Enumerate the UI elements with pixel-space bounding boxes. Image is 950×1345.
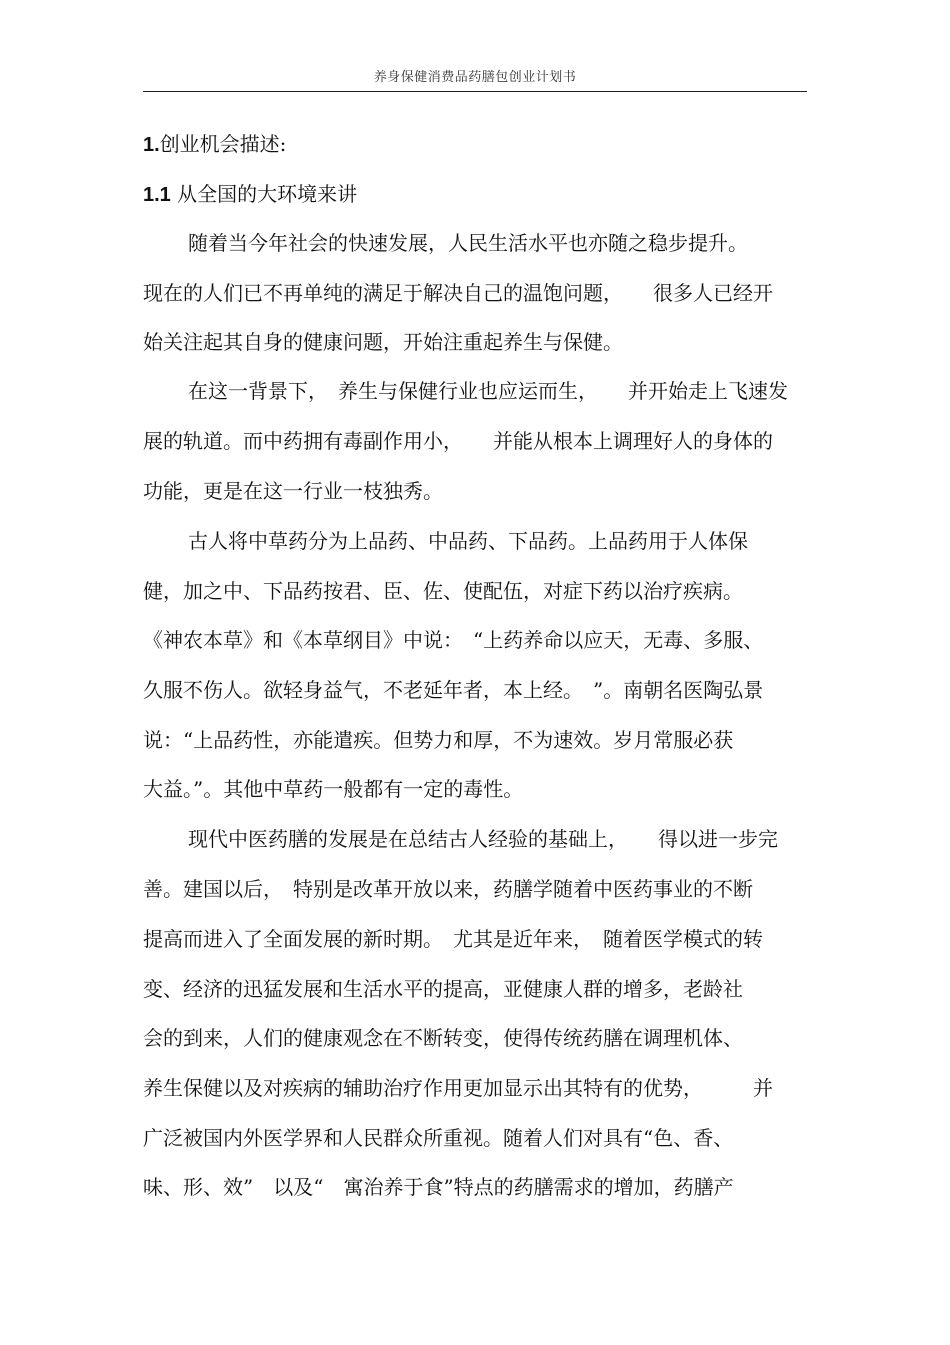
paragraph-2-line: 在这一背景下， 养生与保健行业也应运而生， 并开始走上飞速发	[188, 379, 788, 403]
paragraph-2-line: 功能，更是在这一行业一枝独秀。	[143, 479, 443, 503]
paragraph-3-line: 说：“上品药性，亦能遣疾。但势力和厚，不为速效。岁月常服必获	[143, 728, 734, 752]
subsection-title: 从全国的大环境来讲	[177, 182, 358, 206]
section-title: 创业机会描述:	[159, 132, 287, 156]
running-header: 养身保健消费品药膳包创业计划书	[373, 70, 577, 85]
paragraph-4-line: 变、经济的迅猛发展和生活水平的提高，亚健康人群的增多，老龄社	[143, 977, 743, 1001]
paragraph-3-line: 大益。”。其他中草药一般都有一定的毒性。	[143, 777, 524, 801]
paragraph-3-line: 久服不伤人。欲轻身益气，不老延年者，本上经。 ”。南朝名医陶弘景	[143, 678, 764, 702]
paragraph-4-line: 养生保健以及对疾病的辅助治疗作用更加显示出其特有的优势， 并	[143, 1076, 773, 1100]
subsection-heading	[143, 180, 357, 209]
section-number: 1.	[143, 134, 160, 156]
paragraph-4-line: 提高而进入了全面发展的新时期。 尤其是近年来， 随着医学模式的转	[143, 927, 763, 951]
header-rule	[143, 91, 807, 92]
paragraph-3-line: 健，加之中、下品药按君、臣、佐、使配伍，对症下药以治疗疾病。	[143, 579, 743, 603]
paragraph-2-line: 展的轨道。而中药拥有毒副作用小， 并能从根本上调理好人的身体的	[143, 429, 773, 453]
paragraph-4-line: 味、形、效” 以及“ 寓治养于食”特点的药膳需求的增加，药膳产	[143, 1175, 734, 1199]
paragraph-3-line: 《神农本草》和《本草纲目》中说： “上药养命以应天，无毒、多服、	[143, 628, 764, 652]
paragraph-4-line: 善。建国以后， 特别是改革开放以来，药膳学随着中医药事业的不断	[143, 877, 753, 901]
paragraph-3-line: 古人将中草药分为上品药、中品药、下品药。上品药用于人体保	[188, 529, 748, 553]
paragraph-4-line: 现代中医药膳的发展是在总结古人经验的基础上， 得以进一步完	[188, 827, 778, 851]
paragraph-4-line: 广泛被国内外医学界和人民群众所重视。随着人们对具有“色、香、	[143, 1126, 734, 1150]
paragraph-1-line: 随着当今年社会的快速发展，人民生活水平也亦随之稳步提升。	[188, 231, 748, 255]
section-heading	[143, 130, 286, 159]
paragraph-4-line: 会的到来，人们的健康观念在不断转变，使得传统药膳在调理机体、	[143, 1026, 743, 1050]
paragraph-1-line: 现在的人们已不再单纯的满足于解决自己的温饱问题， 很多人已经开	[143, 281, 773, 305]
subsection-number: 1.1	[143, 184, 171, 206]
paragraph-1-line: 始关注起其自身的健康问题，开始注重起养生与保健。	[143, 330, 623, 354]
